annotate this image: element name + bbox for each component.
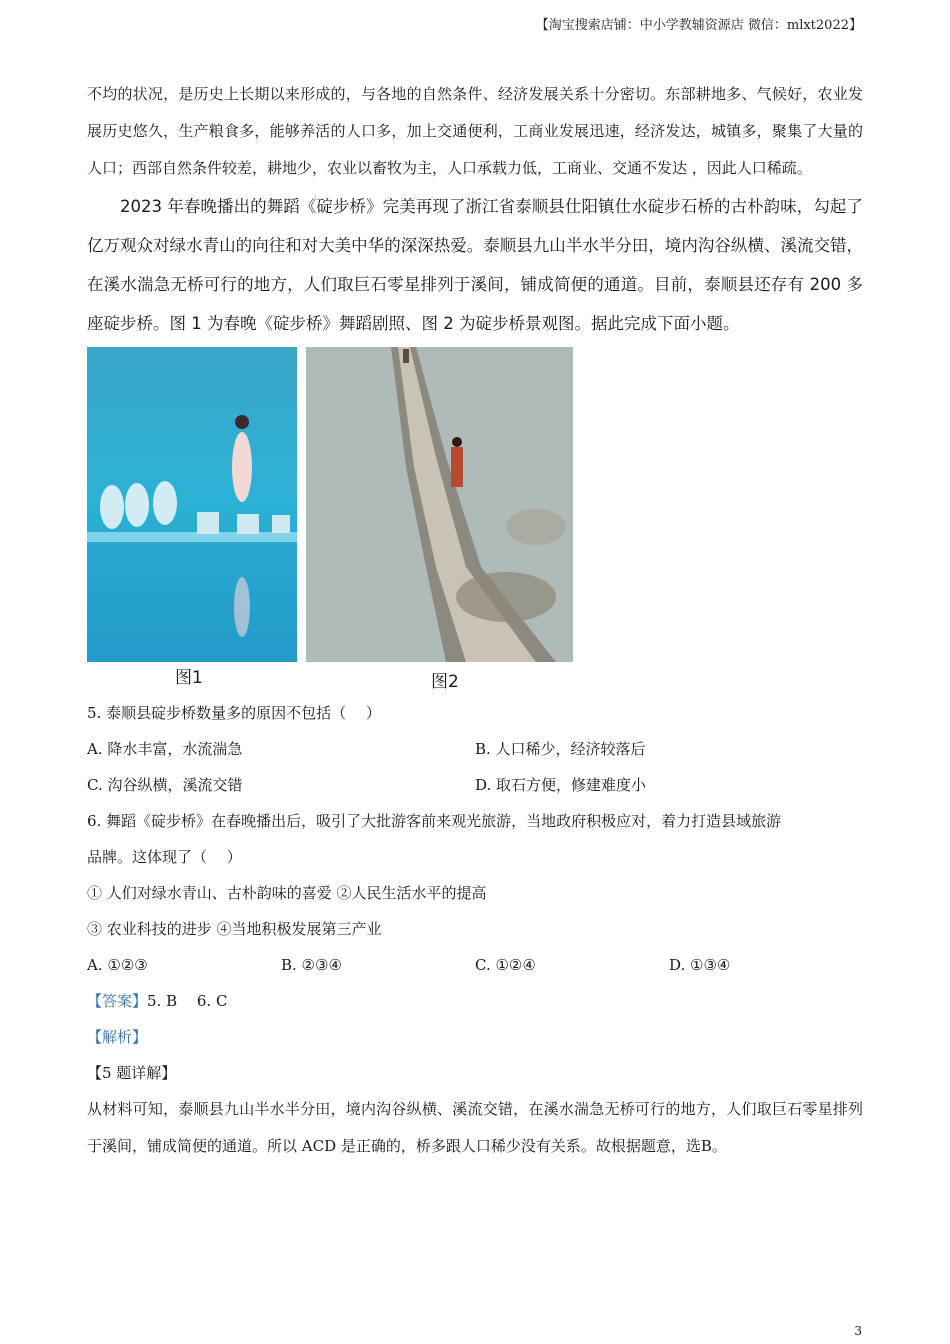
figure-1-caption: 图1 <box>175 668 203 688</box>
q5-option-b: B. 人口稀少，经济较落后 <box>475 740 646 758</box>
q5-option-d: D. 取石方便，修建难度小 <box>475 776 647 794</box>
q6-option-a: A. ①②③ <box>87 956 148 974</box>
question-6-stem-line-1: 6. 舞蹈《碇步桥》在春晚播出后，吸引了大批游客前来观光旅游，当地政府积极应对，着力打造县域旅游 <box>87 812 782 830</box>
question-6-stem-line-2: 品牌。这体现了（ ） <box>87 848 242 866</box>
paragraph-material: 2023 年春晚播出的舞蹈《碇步桥》完美再现了浙江省泰顺县仕阳镇仕水碇步石桥的古朴韵味，勾起了亿万观众对绿水青山的向往和对大美中华的深深热爱。泰顺县九山半水半分田，境内沟谷纵横、溪流交错，在溪水湍急无桥可行的地方，人们取巨石零星排列于溪间，铺成简便的通道。目前，泰顺县还存有 200 多座碇步桥。图 1 为春晚《碇步桥》舞蹈剧照、图 2 为碇步桥景观图。据此完成下面小题。 <box>87 197 863 333</box>
page-header: 【淘宝搜索店铺：中小学教辅资源店 微信：mlxt2022】 <box>535 18 862 33</box>
question-5-stem: 5. 泰顺县碇步桥数量多的原因不包括（ ） <box>87 704 381 722</box>
paragraph-population: 不均的状况，是历史上长期以来形成的，与各地的自然条件、经济发展关系十分密切。东部耕地多、气候好，农业发展历史悠久，生产粮食多，能够养活的人口多，加上交通便利，工商业发展迅速，经济发达，城镇多，聚集了大量的人口；西部自然条件较差，耕地少，农业以畜牧为主，人口承载力低，工商业、交通不发达 ，因此人口稀疏。 <box>87 85 863 177</box>
figure-1-dance-photo <box>87 347 297 662</box>
question-5-options-row-1 <box>87 731 863 767</box>
analysis-label: 【解析】 <box>87 1028 148 1046</box>
detail-text: 从材料可知，泰顺县九山半水半分田，境内沟谷纵横、溪流交错，在溪水湍急无桥可行的地方，人们取巨石零星排列于溪间，铺成简便的通道。所以 ACD 是正确的，桥多跟人口稀少没有关系。故根据题意，选B。 <box>87 1100 863 1155</box>
q5-option-c: C. 沟谷纵横，溪流交错 <box>87 776 243 794</box>
q5-option-a: A. 降水丰富，水流湍急 <box>87 740 243 758</box>
question-5-options-row-2 <box>87 767 863 803</box>
figure-2-stepping-stone-bridge <box>306 347 573 662</box>
answer-line <box>87 983 863 1019</box>
answer-label: 【答案】 <box>87 992 148 1010</box>
question-6-items-1: ① 人们对绿水青山、古朴韵味的喜爱 ②人民生活水平的提高 <box>87 884 487 902</box>
q6-option-b: B. ②③④ <box>281 956 342 974</box>
document-body <box>87 76 863 1165</box>
answer-text: 5. B 6. C <box>147 992 228 1010</box>
page-number: 3 <box>854 1324 862 1338</box>
detail-label: 【5 题详解】 <box>87 1064 177 1082</box>
question-6-items-2: ③ 农业科技的进步 ④当地积极发展第三产业 <box>87 920 382 938</box>
figures <box>87 347 863 695</box>
q6-option-d: D. ①③④ <box>669 956 731 974</box>
figure-2-caption: 图2 <box>431 672 459 692</box>
q6-option-c: C. ①②④ <box>475 956 536 974</box>
question-6-options <box>87 947 863 983</box>
